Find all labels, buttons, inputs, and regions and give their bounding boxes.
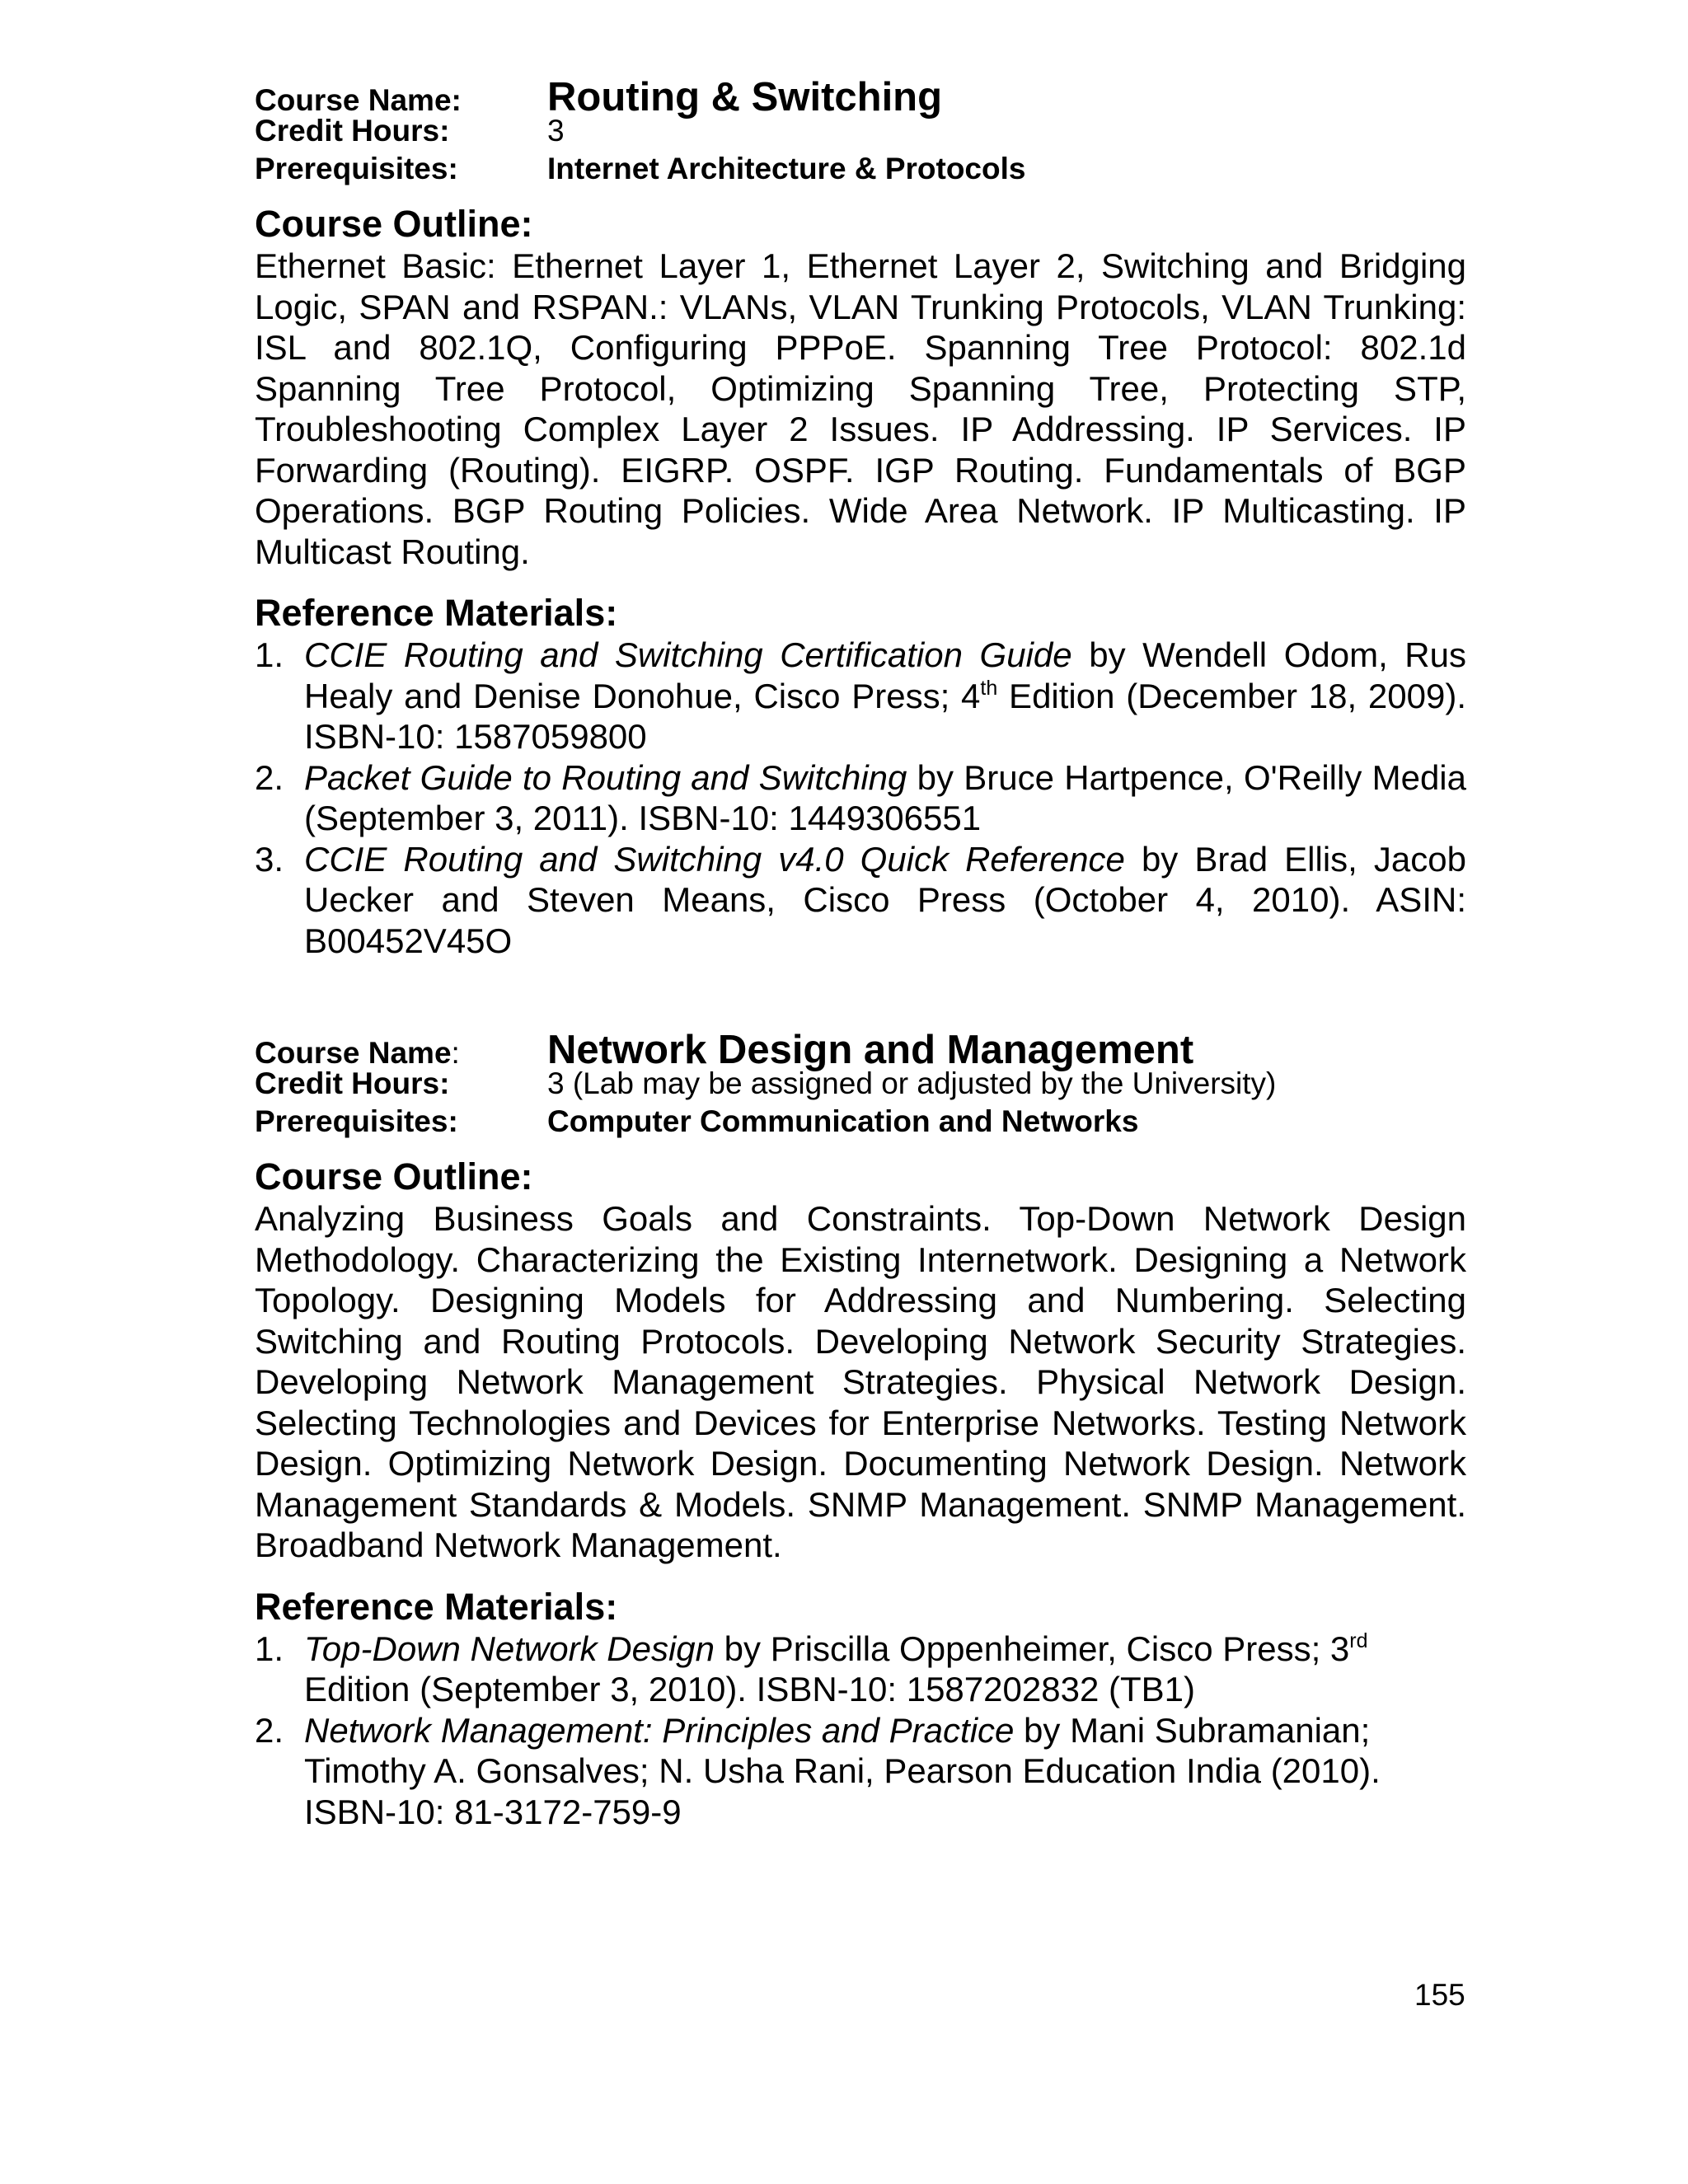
reference-details: by Mani Subramanian; Timothy A. Gonsalves; N. Usha Rani, Pearson Education India (2010). ISBN-10: 81-3172-759-9 [304, 1710, 1381, 1831]
reference-title: Network Management: Principles and Practice [304, 1710, 1015, 1750]
course-outline-text: Analyzing Business Goals and Constraints. Top-Down Network Design Methodology. Characterizing the Existing Internetwork. Designing a Network Topology. Designing Models for Addressing and Numbering. Selecting Switching and Routing Protocols. Developing Network Security Strategies. Developing Network Management Strategies. Physical Network Design. Selecting Technologies and Devices for Enterprise Networks. Testing Network Design. Optimizing Network Design. Documenting Network Design. Network Management Standards & Models. SNMP Management. SNMP Management. Broadband Network Management. [255, 1199, 1466, 1564]
course-name-label: Course Name: [255, 83, 462, 117]
reference-details: by Bruce Hartpence, O'Reilly Media (September 3, 2011). ISBN-10: 1449306551 [304, 757, 1466, 837]
prerequisites-value: Internet Architecture & Protocols [547, 152, 1026, 185]
ordinal-suffix: rd [1349, 1629, 1368, 1652]
reference-details: by Priscilla Oppenheimer, Cisco Press; 3 [715, 1629, 1350, 1668]
reference-details-cont: Edition (December 18, 2009). ISBN-10: 1587059800 [304, 676, 1467, 756]
course-name-value: Routing & Switching [547, 75, 943, 120]
course-section-routing-switching [255, 74, 1466, 961]
credit-hours-label: Credit Hours: [255, 1066, 450, 1100]
reference-materials-heading: Reference Materials: [255, 1585, 618, 1628]
reference-materials-heading: Reference Materials: [255, 592, 618, 634]
reference-details: by Brad Ellis, Jacob Uecker and Steven Means, Cisco Press (October 4, 2010). ASIN: B00452V45O [304, 839, 1466, 960]
course-outline-text: Ethernet Basic: Ethernet Layer 1, Ethernet Layer 2, Switching and Bridging Logic, SPAN and RSPAN.: VLANs, VLAN Trunking Protocols, VLAN Trunking: ISL and 802.1Q, Configuring PPPoE. Spanning Tree Protocol: 802.1d Spanning Tree Protocol, Optimizing Spanning Tree, Protecting STP, Troubleshooting Complex Layer 2 Issues. IP Addressing. IP Services. IP Forwarding (Routing). EIGRP. OSPF. IGP Routing. Fundamentals of BGP Operations. BGP Routing Policies. Wide Area Network. IP Multicasting. IP Multicast Routing. [255, 246, 1466, 571]
prerequisites-row [255, 150, 1466, 188]
reference-item [255, 757, 1466, 839]
reference-details: by Wendell Odom, Rus Healy and Denise Donohue, Cisco Press; 4 [304, 635, 1467, 715]
reference-item [255, 635, 1466, 757]
page-number: 155 [1414, 1978, 1465, 2012]
credit-hours-row [255, 1065, 1466, 1103]
reference-list [255, 635, 1466, 961]
prerequisites-label: Prerequisites: [255, 1104, 458, 1138]
course-name-value: Network Design and Management [547, 1028, 1194, 1072]
prerequisites-value: Computer Communication and Networks [547, 1104, 1139, 1138]
ordinal-suffix: th [980, 676, 998, 700]
reference-item [255, 1710, 1466, 1833]
reference-item [255, 839, 1466, 962]
reference-list [255, 1629, 1466, 1833]
credit-hours-value: 3 (Lab may be assigned or adjusted by the University) [547, 1066, 1277, 1100]
course-outline-heading: Course Outline: [255, 203, 533, 245]
reference-number: 3. [255, 839, 284, 879]
course-outline-heading: Course Outline: [255, 1155, 533, 1197]
prerequisites-label: Prerequisites: [255, 152, 458, 185]
document-page [255, 74, 1466, 1832]
reference-title: Packet Guide to Routing and Switching [304, 757, 907, 797]
course-section-network-design [255, 1027, 1466, 1832]
course-name-label-colon: : [451, 1036, 460, 1070]
credit-hours-value: 3 [547, 114, 565, 148]
reference-number: 2. [255, 757, 284, 797]
credit-hours-label: Credit Hours: [255, 114, 450, 148]
reference-title: Top-Down Network Design [304, 1629, 715, 1668]
course-name-label-text: Course Name [255, 1036, 452, 1070]
reference-item [255, 1629, 1466, 1710]
reference-number: 1. [255, 1629, 284, 1668]
reference-title: CCIE Routing and Switching Certification Guide [304, 635, 1072, 674]
reference-number: 1. [255, 635, 284, 674]
reference-details-cont: Edition (September 3, 2010). ISBN-10: 1587202832 (TB1) [304, 1670, 1195, 1708]
prerequisites-row [255, 1103, 1466, 1141]
reference-number: 2. [255, 1710, 284, 1750]
course-name-row [255, 1027, 1466, 1072]
reference-title: CCIE Routing and Switching v4.0 Quick Reference [304, 839, 1125, 879]
course-name-row [255, 74, 1466, 120]
